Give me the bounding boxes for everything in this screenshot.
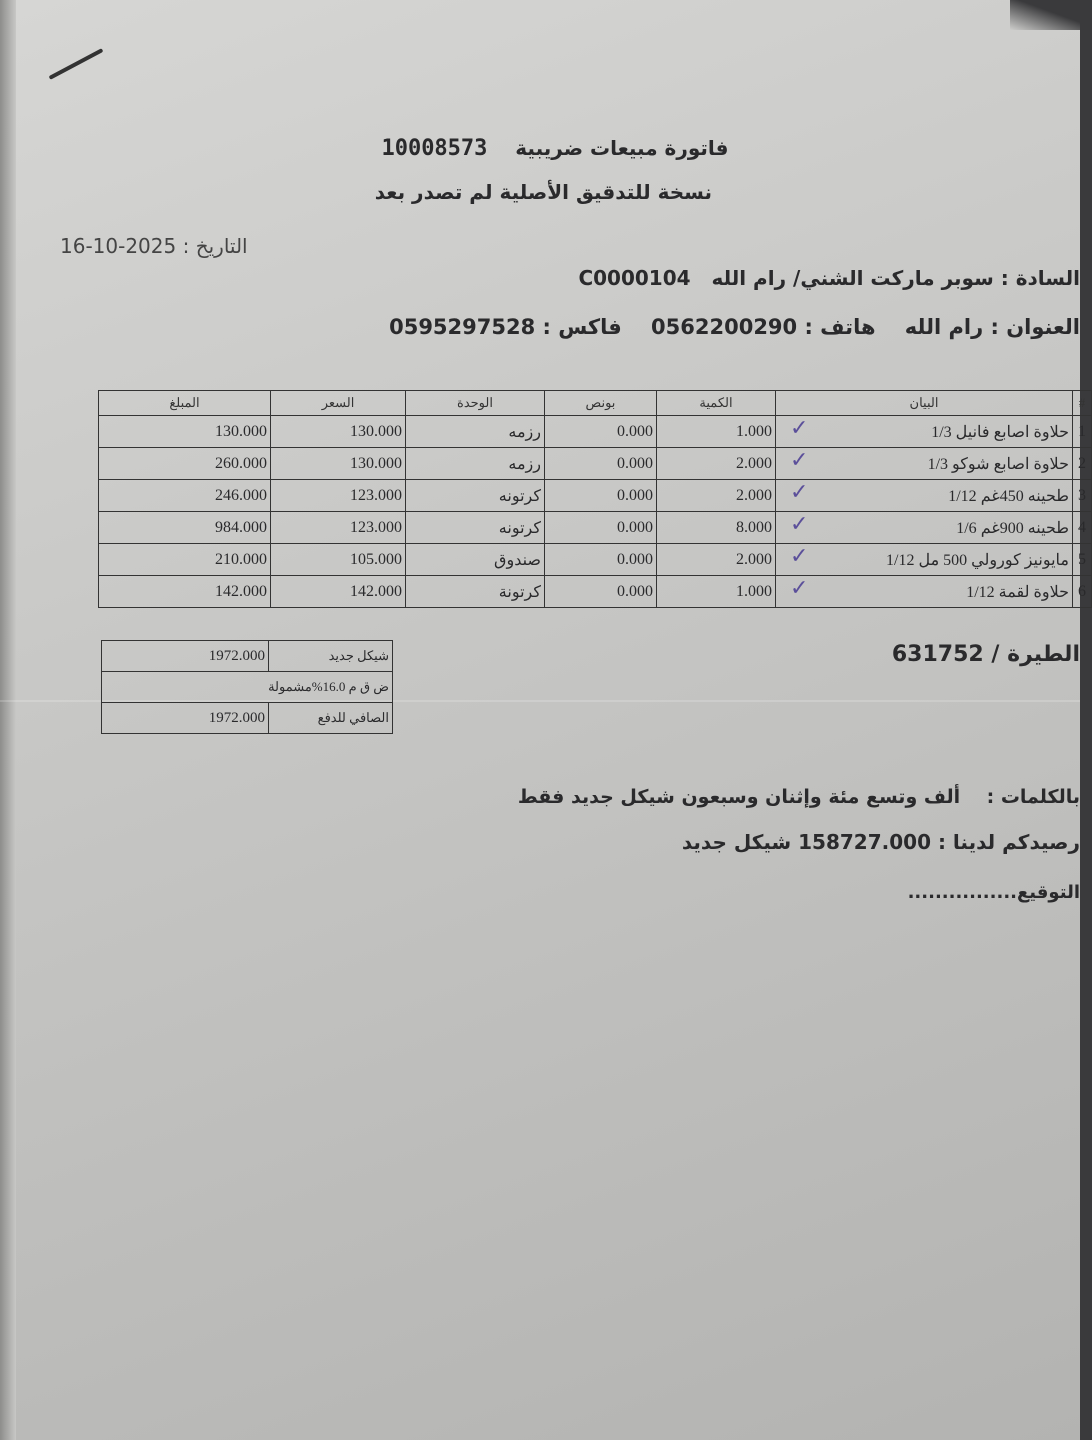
checkmark-icon: ✓ xyxy=(790,576,809,601)
table-row xyxy=(99,448,1092,480)
header-bonus: بونص xyxy=(545,391,657,416)
balance-line xyxy=(682,830,1080,854)
row-desc-cell xyxy=(776,544,1073,576)
subtotal-row xyxy=(102,641,393,672)
tax-row xyxy=(102,672,393,703)
row-num: 6 xyxy=(1073,576,1092,608)
row-desc: مايونيز كورولي 500 مل 1/12 xyxy=(886,551,1069,569)
address-line xyxy=(389,315,1080,339)
row-qty: 1.000 xyxy=(657,576,776,608)
checkmark-icon: ✓ xyxy=(790,512,809,537)
invoice-title xyxy=(380,136,730,161)
net-value: 1972.000 xyxy=(102,703,269,734)
row-bonus: 0.000 xyxy=(545,416,657,448)
table-row xyxy=(99,480,1092,512)
row-price: 130.000 xyxy=(271,448,406,480)
row-desc-cell xyxy=(776,416,1073,448)
checkmark-icon: ✓ xyxy=(790,480,809,505)
row-amount: 130.000 xyxy=(99,416,271,448)
checkmark-icon: ✓ xyxy=(790,448,809,473)
row-amount: 984.000 xyxy=(99,512,271,544)
phone-label: هاتف : xyxy=(804,315,876,339)
invoice-date: 16-10-2025 xyxy=(60,234,177,258)
row-amount: 210.000 xyxy=(99,544,271,576)
background-corner xyxy=(1010,0,1080,30)
row-desc: طحينه 450غم 1/12 xyxy=(948,487,1069,505)
row-amount: 260.000 xyxy=(99,448,271,480)
row-desc-cell xyxy=(776,512,1073,544)
net-label: الصافي للدفع xyxy=(269,703,393,734)
phone-number: 0562200290 xyxy=(651,315,798,339)
balance-label: رصيدكم لدينا : xyxy=(937,830,1080,854)
table-row xyxy=(99,416,1092,448)
row-qty: 1.000 xyxy=(657,416,776,448)
signature-label: التوقيع xyxy=(1017,882,1080,903)
items-table xyxy=(98,390,1092,608)
table-row xyxy=(99,512,1092,544)
header-price: السعر xyxy=(271,391,406,416)
row-amount: 142.000 xyxy=(99,576,271,608)
totals-table xyxy=(101,640,393,734)
tariff-label: الطيرة / xyxy=(991,642,1080,667)
tariff-line xyxy=(892,642,1080,667)
subtotal-value: 1972.000 xyxy=(102,641,269,672)
row-price: 105.000 xyxy=(271,544,406,576)
row-desc-cell xyxy=(776,576,1073,608)
row-unit: رزمه xyxy=(406,416,545,448)
tariff-value: 631752 xyxy=(891,642,984,667)
row-num: 5 xyxy=(1073,544,1092,576)
checkmark-icon: ✓ xyxy=(790,416,809,441)
row-price: 142.000 xyxy=(271,576,406,608)
customer-label: السادة : xyxy=(1000,266,1080,290)
signature-dots: ................ xyxy=(907,882,1017,903)
customer-line xyxy=(578,266,1080,290)
words-label: بالكلمات : xyxy=(986,786,1080,808)
balance-value: 158727.000 xyxy=(798,830,931,854)
row-qty: 2.000 xyxy=(657,480,776,512)
signature-line xyxy=(908,882,1080,903)
row-num: 2 xyxy=(1073,448,1092,480)
pen-mark xyxy=(49,48,104,80)
row-unit: صندوق xyxy=(406,544,545,576)
customer-name: سوبر ماركت الشني/ رام الله xyxy=(711,266,994,290)
invoice-title-text: فاتورة مبيعات ضريبية xyxy=(515,136,729,160)
header-amount: المبلغ xyxy=(99,391,271,416)
row-unit: كرتونه xyxy=(406,512,545,544)
balance-currency: شيكل جديد xyxy=(681,830,792,854)
row-num: 1 xyxy=(1073,416,1092,448)
customer-code: C0000104 xyxy=(578,266,691,290)
row-bonus: 0.000 xyxy=(545,480,657,512)
row-qty: 2.000 xyxy=(657,544,776,576)
tax-label: ض ق م 16.0%مشمولة xyxy=(102,672,393,703)
row-bonus: 0.000 xyxy=(545,448,657,480)
subtotal-label: شيكل جديد xyxy=(269,641,393,672)
checkmark-icon: ✓ xyxy=(790,544,809,569)
header-unit: الوحدة xyxy=(406,391,545,416)
row-bonus: 0.000 xyxy=(545,512,657,544)
row-bonus: 0.000 xyxy=(545,544,657,576)
row-qty: 2.000 xyxy=(657,448,776,480)
row-desc: حلاوة اصابع فانيل 1/3 xyxy=(931,423,1069,441)
row-num: 3 xyxy=(1073,480,1092,512)
row-unit: كرتونة xyxy=(406,576,545,608)
row-num: 4 xyxy=(1073,512,1092,544)
invoice-subtitle: نسخة للتدقيق الأصلية لم تصدر بعد xyxy=(374,180,712,204)
address-city: رام الله xyxy=(904,315,984,339)
row-desc: حلاوة اصابع شوكو 1/3 xyxy=(927,455,1069,473)
invoice-number: 10008573 xyxy=(381,136,488,161)
paper-shadow xyxy=(0,0,16,1440)
table-row xyxy=(99,544,1092,576)
table-row xyxy=(99,576,1092,608)
items-table-header xyxy=(99,391,1092,416)
row-desc-cell xyxy=(776,480,1073,512)
row-amount: 246.000 xyxy=(99,480,271,512)
row-bonus: 0.000 xyxy=(545,576,657,608)
fax-label: فاكس : xyxy=(542,315,622,339)
row-desc: طحينه 900غم 1/6 xyxy=(956,519,1069,537)
row-price: 123.000 xyxy=(271,512,406,544)
row-unit: كرتونه xyxy=(406,480,545,512)
words-text: ألف وتسع مئة وإثنان وسبعون شيكل جديد فقط xyxy=(517,786,961,808)
row-unit: رزمه xyxy=(406,448,545,480)
fax-number: 0595297528 xyxy=(389,315,536,339)
invoice-date-line xyxy=(60,234,248,258)
date-label: التاريخ : xyxy=(182,234,248,258)
net-row xyxy=(102,703,393,734)
amount-in-words xyxy=(518,786,1080,808)
header-desc: البيان xyxy=(776,391,1073,416)
address-label: العنوان : xyxy=(990,315,1080,339)
row-qty: 8.000 xyxy=(657,512,776,544)
row-price: 130.000 xyxy=(271,416,406,448)
header-num: # xyxy=(1073,391,1092,416)
row-desc: حلاوة لقمة 1/12 xyxy=(966,583,1069,601)
row-price: 123.000 xyxy=(271,480,406,512)
header-qty: الكمية xyxy=(657,391,776,416)
row-desc-cell xyxy=(776,448,1073,480)
